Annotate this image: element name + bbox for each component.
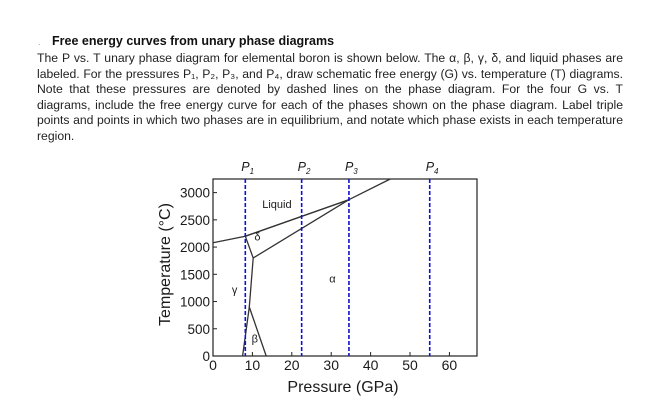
x-tick-label: 30 (323, 357, 339, 373)
problem-title: Free energy curves from unary phase diagrams (52, 34, 335, 48)
problem-text: The P vs. T unary phase diagram for elemental boron is shown below. The α, β, γ, δ, and liquid phases are labeled. For the pressures P₁, P₂, P₃, and P₄, draw schematic free energy (G) vs. temperature (T) diagrams. Note that these pressures are denoted by dashed lines on the phase diagram. For the four G vs. T diagrams, include the free energy curve for each of the phases shown on the phase diagram. Label triple points and points in which two phases are in equilibrium, and notate which phase exists in each temperature region. (37, 51, 623, 143)
phase-label: δ (254, 231, 261, 244)
y-tick-label: 500 (187, 321, 210, 337)
y-tick-label: 2500 (179, 212, 210, 228)
y-tick-label: 3000 (179, 185, 210, 201)
x-tick-label: 20 (284, 357, 300, 373)
y-tick-label: 1500 (179, 267, 210, 283)
phase-boundary (249, 307, 266, 356)
pressure-label: $P_3$ (344, 160, 358, 176)
pressure-label: $P_1$ (241, 160, 255, 176)
phase-label: γ (231, 284, 238, 297)
y-tick-label: 1000 (179, 294, 210, 310)
phase-boundary (245, 200, 349, 258)
x-tick-label: 40 (362, 357, 379, 373)
phase-label: β (251, 333, 258, 346)
y-axis-label: Temperature (°C) (157, 203, 174, 326)
y-tick-label: 2000 (179, 240, 210, 256)
pressure-label: $P_4$ (425, 160, 439, 176)
list-marker: . (38, 37, 41, 47)
x-tick-label: 10 (244, 357, 261, 373)
x-tick-label: 0 (209, 357, 217, 373)
pressure-label: $P_2$ (297, 160, 311, 176)
x-axis-label: Pressure (GPa) (287, 379, 399, 396)
phase-label: α (329, 273, 336, 286)
phase-label: Liquid (262, 198, 292, 211)
x-tick-label: 60 (441, 357, 458, 373)
y-tick-label: 0 (202, 349, 210, 364)
x-tick-label: 50 (402, 357, 418, 373)
